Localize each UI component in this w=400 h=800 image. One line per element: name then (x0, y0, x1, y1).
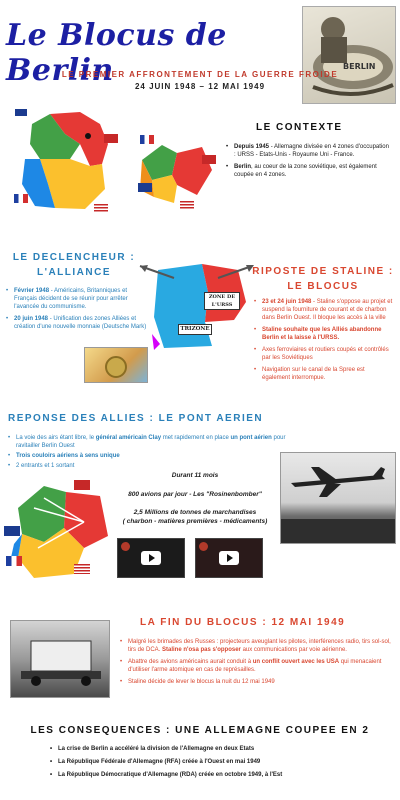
riposte-list (254, 298, 394, 386)
plane-icon (281, 453, 396, 544)
pont-item (8, 434, 308, 450)
zone-urss-label: ZONE DE L'URSS (204, 292, 240, 310)
declencheur-item-bold: Février 1948 (14, 288, 50, 294)
stat-tonnage: 2,5 Millions de tonnes de marchandises (133, 509, 257, 516)
declencheur-list (6, 287, 150, 335)
air-corridor-map-svg (4, 478, 116, 584)
air-corridor-map (4, 478, 116, 584)
riposte-item-bold: 23 et 24 juin 1948 (262, 299, 312, 305)
riposte-item (254, 298, 394, 322)
stat-duration: Durant 11 mois (171, 472, 219, 479)
cartoon-label: BERLIN (343, 62, 376, 71)
declencheur-item (6, 315, 150, 331)
play-button-icon[interactable] (141, 551, 161, 565)
riposte-item (254, 326, 394, 342)
usa-flag-icon (94, 204, 108, 213)
uk-flag-icon (14, 108, 28, 117)
declencheur-item-text: - Américains, Britanniques et Français décident de se réunir pour arrêter l'avancée du communisme. (14, 288, 128, 310)
ussr-flag-corridor-icon (74, 480, 90, 490)
declencheur-item (6, 287, 150, 311)
contexte-item (226, 143, 390, 159)
ussr-flag-icon (104, 134, 118, 143)
riposte-item (254, 346, 394, 362)
france-flag-icon (14, 194, 28, 203)
page-title: Le Blocus de Berlin (6, 18, 227, 88)
contexte-list (226, 143, 390, 183)
consequences-title: LES CONSEQUENCES : UNE ALLEMAGNE COUPEE EN 2 (30, 725, 370, 736)
usa-flag-small-icon (180, 201, 194, 210)
germany-zones-map (10, 104, 130, 216)
pont-item1-post: pour ravitailler Berlin Ouest (16, 435, 286, 449)
declencheur-item-text: - Unification des zones Alliées et création d'une nouvelle monnaie (Deutsche Mark) (14, 316, 147, 330)
video-thumbnail-2[interactable] (195, 538, 263, 578)
france-flag-corridor-icon (6, 556, 22, 566)
riposte-item-bold: Staline souhaite que les Alliés abandonne Berlin et la laisse à l'URSS. (262, 327, 382, 341)
fin-item3: Staline décide de lever le blocus la nuit du 12 mai 1949 (128, 679, 275, 685)
fin-item1-bold: Staline n'osa pas s'opposer (162, 647, 241, 653)
contexte-item (226, 163, 390, 179)
arrow-left-icon (138, 262, 178, 282)
germany-map-svg (10, 104, 130, 216)
berlin-map-svg (132, 135, 222, 215)
fin-item2-post: qui menacaient d'utiliser l'arme atomique en cas de représailles. (128, 659, 382, 673)
pont-list (8, 434, 308, 474)
riposte-item-text: - Staline s'oppose au projet et suspend la fourniture de courant et de charbon dans Berlin Ouest. Il bloque les accès à la ville (262, 299, 393, 321)
contexte-item-text: - Allemagne divisée en 4 zones d'occupation : URSS - Etats-Unis - Royaume Uni - France. (234, 144, 389, 158)
pont-item1-mid: met rapidement en place (161, 435, 231, 441)
fin-item (120, 638, 392, 654)
deutsche-mark-image (84, 347, 148, 383)
declencheur-item-bold: 20 juin 1948 (14, 316, 49, 322)
riposte-item-text: Axes ferroviaires et routiers coupés et contrôlés par les Soviétiques (262, 347, 389, 361)
crowd-truck-illustration (11, 621, 110, 698)
pont-item2: Trois couloirs aériens à sens unique (16, 453, 120, 459)
channel-logo-icon (121, 542, 130, 551)
page-subtitle: LE PREMIER AFFRONTEMENT DE LA GUERRE FROIDE (61, 70, 339, 79)
riposte-item (254, 366, 394, 382)
pont-item1-pre: La voie des airs étant libre, le (16, 435, 96, 441)
fin-title: LA FIN DU BLOCUS : 12 MAI 1949 (140, 617, 346, 628)
fin-item2-bold: un conflit ouvert avec les USA (252, 659, 340, 665)
pont-item1-bold2: un pont aérien (230, 435, 272, 441)
video-thumbnail-1[interactable] (117, 538, 185, 578)
pont-item (8, 452, 308, 460)
consequences-item: • La République Fédérale d'Allemagne (RFA) créée à l'Ouest en mai 1949 (50, 758, 390, 766)
pont-item3: 2 entrants et 1 sortant (16, 463, 75, 469)
uk-flag-small-icon (138, 183, 152, 192)
channel-logo-icon (199, 542, 208, 551)
contexte-item-bold: Berlin (234, 164, 252, 170)
consequences-item: • La crise de Berlin a accéléré la division de l'Allemagne en deux Etats (50, 745, 390, 753)
riposte-title: RIPOSTE DE STALINE : LE BLOCUS (252, 266, 394, 292)
pont-item (8, 462, 308, 470)
coin-icon (105, 356, 127, 378)
contexte-item-text: , au coeur de la zone soviétique, est également coupée en 4 zones. (234, 164, 377, 178)
play-button-icon[interactable] (219, 551, 239, 565)
fin-item (120, 678, 392, 686)
trizone-label: TRIZONE (178, 324, 212, 335)
fin-item (120, 658, 392, 674)
fin-item2-pre: Abattre des avions américains aurait conduit à (128, 659, 253, 665)
pont-title: REPONSE DES ALLIES : LE PONT AERIEN (8, 413, 264, 424)
fin-item1-post: aux communications par voie aérienne. (240, 647, 347, 653)
page-dates: 24 JUIN 1948 – 12 MAI 1949 (134, 82, 266, 91)
contexte-title: LE CONTEXTE (256, 122, 343, 133)
pont-item1-bold: général américain Clay (95, 435, 162, 441)
riposte-item-text: Navigation sur le canal de la Spree est également interrompue. (262, 367, 365, 381)
ussr-flag-small-icon (202, 155, 216, 164)
france-flag-small-icon (140, 135, 154, 144)
uk-flag-corridor-icon (4, 526, 20, 536)
usa-flag-corridor-icon (74, 564, 90, 574)
consequences-list (50, 745, 390, 783)
consequences-item: • La République Démocratique d'Allemagne (RDA) créée en octobre 1949, à l'Est (50, 771, 390, 779)
contexte-item-bold: Depuis 1945 (234, 144, 270, 150)
stat-planes: 800 avions par jour - Les "Rosinenbomber" (128, 491, 262, 498)
declencheur-title: LE DECLENCHEUR : L'ALLIANCE (12, 252, 136, 278)
stat-goods: ( charbon - matières premières - médicaments) (122, 518, 268, 525)
airlift-photo (280, 452, 396, 544)
end-blockade-photo (10, 620, 110, 698)
berlin-zones-map (132, 135, 222, 215)
fin-list (120, 638, 392, 690)
fin-item1-pre: Malgré les brimades des Russes : projecteurs aveuglant les pilotes, interférences radio, tirs sol-sol, tirs de DCA. (128, 639, 391, 653)
